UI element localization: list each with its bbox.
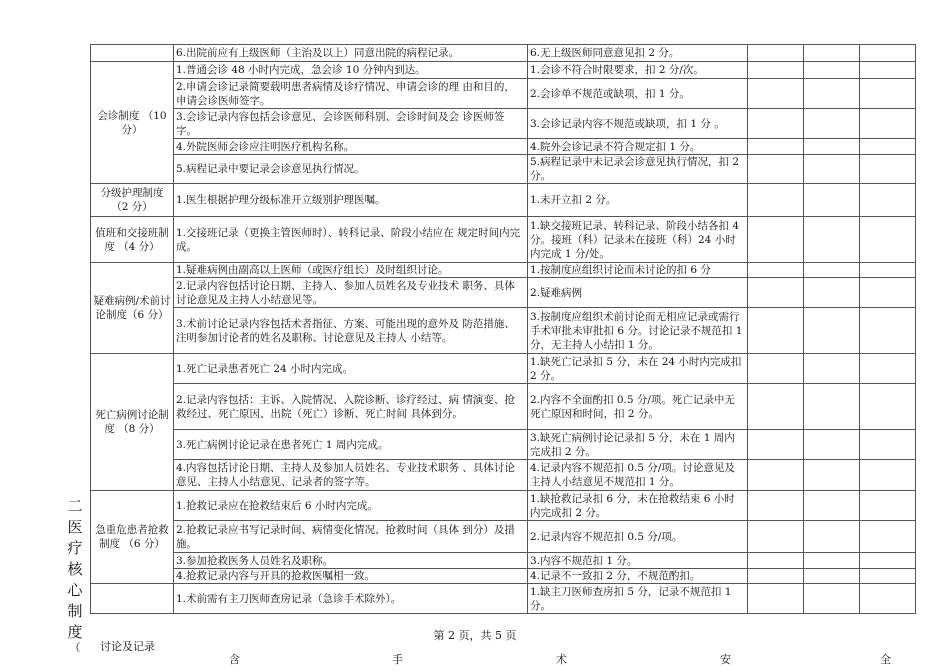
table-row [91,491,916,521]
section-title-char: 医 [67,518,83,536]
section-title-char: 疗 [67,539,83,557]
score-cell [804,217,860,263]
score-cell [804,45,860,62]
score-cell [748,139,804,155]
score-cell [804,460,860,491]
table-row [91,109,916,139]
table-row [91,354,916,384]
table-row [91,217,916,263]
continued-char: 全 [880,653,891,666]
deduct-cell: 6.无上级医师同意意见扣 2 分。 [528,45,748,62]
score-cell [860,521,916,553]
score-cell [860,263,916,278]
deduct-cell: 3.会诊记录内容不规范或缺项，扣 1 分 。 [528,109,748,139]
score-cell [748,109,804,139]
score-cell [860,139,916,155]
score-cell [804,62,860,79]
table-row [91,62,916,79]
score-cell [804,521,860,553]
score-cell [748,521,804,553]
score-cell [804,354,860,384]
score-cell [804,430,860,460]
deduct-cell: 4.院外会诊记录不符合规定扣 1 分。 [528,139,748,155]
item-cell: 3.死亡病例讨论记录在患者死亡 1 周内完成。 [174,430,528,460]
item-cell: 1.交接班记录（更换主管医师时）、转科记录、阶段小结应在 规定时间内完成。 [174,217,528,263]
score-cell [748,184,804,217]
score-cell [860,553,916,569]
category-cell: 急重危患者抢救制度 （6 分） [91,491,174,584]
table-row [91,45,916,62]
score-cell [804,569,860,584]
table-row [91,553,916,569]
deduct-cell: 5.病程记录中未记录会诊意见执行情况，扣 2 分。 [528,155,748,184]
item-cell: 3.会诊记录内容包括会诊意见、会诊医师科别、会诊时间及会 诊医师签字。 [174,109,528,139]
score-cell [748,263,804,278]
section-title-char: 核 [67,560,83,578]
table-row [91,569,916,584]
score-cell [860,584,916,614]
table-row [91,384,916,430]
score-cell [860,430,916,460]
category-cell: 值班和交接班制度 （4 分） [91,217,174,263]
score-cell [804,109,860,139]
deduct-cell: 1.会诊不符合时限要求，扣 2 分/次。 [528,62,748,79]
evaluation-table [90,44,916,614]
item-cell: 2.记录内容包括讨论日期、主持人、参加人员姓名及专业技术 职务、具体讨论意见及主持人小结意见等。 [174,278,528,308]
score-cell [804,584,860,614]
score-cell [860,460,916,491]
item-cell: 1.普通会诊 48 小时内完成，急会诊 10 分钟内到达。 [174,62,528,79]
score-cell [748,384,804,430]
score-cell [860,62,916,79]
score-cell [748,491,804,521]
score-cell [748,45,804,62]
score-cell [748,584,804,614]
section-title-char: 制 [67,602,83,620]
item-cell: 1.死亡记录患者死亡 24 小时内完成。 [174,354,528,384]
score-cell [748,62,804,79]
item-cell: 2.记录内容包括：主诉、入院情况、入院诊断、诊疗经过、病 情演变、抢救经过、死亡原因、出院（死亡）诊断、死亡时间 具体到分。 [174,384,528,430]
item-cell: 1.医生根据护理分级标准开立级别护理医嘱。 [174,184,528,217]
score-cell [804,553,860,569]
score-cell [748,79,804,109]
page-number: 第 2 页，共 5 页 [433,629,517,642]
table-row [91,584,916,614]
deduct-cell: 3.缺死亡病例讨论记录扣 5 分，未在 1 周内完成扣 2 分。 [528,430,748,460]
table-row [91,139,916,155]
item-cell: 2.抢救记录应书写记录时间、病情变化情况、抢救时间（具体 到分）及措施。 [174,521,528,553]
score-cell [804,384,860,430]
score-cell [748,460,804,491]
category-cell [91,584,174,614]
deduct-cell: 1.未开立扣 2 分。 [528,184,748,217]
deduct-cell: 2.记录内容不规范扣 0.5 分/项。 [528,521,748,553]
score-cell [860,569,916,584]
score-cell [860,155,916,184]
item-cell: 3.术前讨论记录内容包括术者指征、方案、可能出现的意外及 防范措施、注明参加讨论者的姓名及职称、讨论意见及主持人 小结等。 [174,308,528,354]
deduct-cell: 1.缺交接班记录、转科记录、阶段小结各扣 4 分。接班（科）记录未在接班（科）24 小时内完成 1 分/处。 [528,217,748,263]
table-row [91,460,916,491]
score-cell [860,79,916,109]
table-row [91,263,916,278]
deduct-cell: 3.内容不规范扣 1 分。 [528,553,748,569]
score-cell [860,278,916,308]
score-cell [860,109,916,139]
item-cell: 5.病程记录中要记录会诊意见执行情况。 [174,155,528,184]
score-cell [748,354,804,384]
section-title-char: 度 [67,623,83,641]
table-row [91,184,916,217]
category-cell [91,45,174,62]
item-cell: 4.外院医师会诊应注明医疗机构名称。 [174,139,528,155]
item-cell: 1.疑难病例由副高以上医师（或医疗组长）及时组织讨论。 [174,263,528,278]
score-cell [804,155,860,184]
item-cell: 2.申请会诊记录简要载明患者病情及诊疗情况、申请会诊的理 由和目的，申请会诊医师签字。 [174,79,528,109]
score-cell [748,430,804,460]
deduct-cell: 1.按制度应组织讨论而未讨论的扣 6 分 [528,263,748,278]
item-cell: 4.抢救记录内容与开具的抢救医嘱相一致。 [174,569,528,584]
score-cell [748,155,804,184]
deduct-cell: 1.缺抢救记录扣 6 分，未在抢救结束 6 小时内完成扣 2 分。 [528,491,748,521]
deduct-cell: 1.缺主刀医师查房扣 5 分，记录不规范扣 1 分。 [528,584,748,614]
score-cell [748,278,804,308]
section-title-char: （ [69,641,81,654]
item-cell: 1.抢救记录应在抢救结束后 6 小时内完成。 [174,491,528,521]
category-cell: 会诊制度 （10 分） [91,62,174,184]
table-row [91,79,916,109]
continued-category-label: 讨论及记录 [100,640,155,653]
deduct-cell: 1.缺死亡记录扣 5 分，未在 24 小时内完成扣 2 分。 [528,354,748,384]
table-row [91,155,916,184]
score-cell [748,553,804,569]
score-cell [804,491,860,521]
item-cell: 1.术前需有主刀医师查房记录（急诊手术除外）。 [174,584,528,614]
score-cell [860,384,916,430]
score-cell [748,569,804,584]
score-cell [860,45,916,62]
score-cell [860,217,916,263]
category-cell: 分级护理制度（2 分） [91,184,174,217]
category-cell: 死亡病例讨论制度 （8 分） [91,354,174,491]
score-cell [804,263,860,278]
item-cell: 4.内容包括讨论日期、主持人及参加人员姓名、专业技术职务 、具体讨论意见、主持人小结意见、记录者的签字等。 [174,460,528,491]
score-cell [748,217,804,263]
continued-char: 术 [556,653,567,666]
continued-char: 手 [392,653,403,666]
score-cell [860,308,916,354]
score-cell [804,79,860,109]
item-cell: 6.出院前应有上级医师（主治及以上）同意出院的病程记录。 [174,45,528,62]
table-row [91,278,916,308]
score-cell [748,308,804,354]
continued-char: 含 [229,653,240,666]
category-cell: 疑难病例/术前讨论制度（6 分） [91,263,174,354]
deduct-cell: 4.记录不一致扣 2 分，不规范酌扣。 [528,569,748,584]
continued-char: 安 [720,653,731,666]
table-row [91,308,916,354]
score-cell [860,491,916,521]
section-title-char: 心 [67,581,83,599]
item-cell: 3.参加抢救医务人员姓名及职称。 [174,553,528,569]
score-cell [860,354,916,384]
deduct-cell: 2.疑难病例 [528,278,748,308]
deduct-cell: 2.内容不全面酌扣 0.5 分/项。死亡记录中无死亡原因和时间，扣 2 分。 [528,384,748,430]
score-cell [804,139,860,155]
table-row [91,430,916,460]
deduct-cell: 4.记录内容不规范扣 0.5 分/项。讨论意见及主持人小结意见不规范扣 1 分。 [528,460,748,491]
deduct-cell: 3.按制度应组织术前讨论而无相应记录或需行手术审批未审批扣 6 分。讨论记录不规范扣 1 分，无主持人小结扣 1 分。 [528,308,748,354]
score-cell [804,278,860,308]
score-cell [860,184,916,217]
score-cell [804,308,860,354]
deduct-cell: 2.会诊单不规范或缺项，扣 1 分。 [528,79,748,109]
score-cell [804,184,860,217]
section-title-char: 二 [67,497,83,515]
table-row [91,521,916,553]
